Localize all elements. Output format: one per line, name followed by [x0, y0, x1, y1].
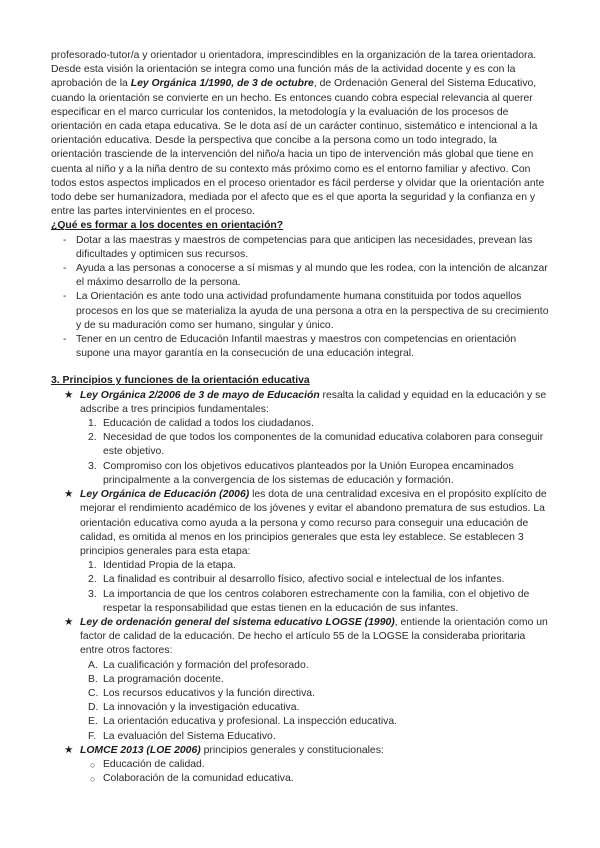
- intro-paragraph: [51, 49, 550, 219]
- list-item: [88, 559, 550, 573]
- list-item-text: La importancia de que los centros colaboren estrechamente con la familia, con el objetivo de respetar la responsabilidad que estas tienen en la educación de sus infantes.: [103, 588, 530, 614]
- star-bullet-icon: ★: [64, 389, 74, 401]
- list-item-text: La evaluación del Sistema Educativo.: [103, 730, 276, 742]
- star-bullet-icon: ★: [64, 744, 74, 756]
- list-item: [88, 715, 550, 729]
- list-item-text: Necesidad de que todos los componentes de la comunidad educativa colaboren para conseguir este objetivo.: [103, 432, 544, 458]
- list-item-text: La cualificación y formación del profesorado.: [103, 659, 309, 671]
- list-item: [88, 701, 550, 715]
- list-item-text: La finalidad es contribuir al desarrollo físico, afectivo social e intelectual de los infantes.: [103, 574, 505, 586]
- list-marker: 1.: [88, 560, 97, 572]
- list-item-text: Compromiso con los objetivos educativos planteados por la Unión Europea encaminados principalmente a la convergencia de los sistemas de educación y formación.: [103, 460, 514, 486]
- principle-text: principios generales y constitucionales:: [200, 744, 384, 756]
- list-item-text: La innovación y la investigación educativa.: [103, 702, 300, 714]
- list-item-text: Colaboración de la comunidad educativa.: [103, 773, 294, 785]
- numbered-list: [51, 559, 550, 616]
- principle-block: [51, 389, 550, 417]
- list-marker: B.: [88, 673, 98, 685]
- intro-text-start: profesorado-tutor/a y orientador u orientadora, imprescindibles en la organización de la tarea orientadora. Desde esta visión la orientación se integra como una función más de la actividad docente y es con la aprobación de la: [51, 50, 537, 90]
- list-item: [88, 460, 550, 488]
- circle-bullet-icon: ○: [90, 759, 96, 770]
- list-marker: C.: [88, 687, 99, 699]
- list-marker: 1.: [88, 418, 97, 430]
- list-item-text: Educación de calidad a todos los ciudadanos.: [103, 418, 314, 430]
- circle-bullet-list: [51, 758, 550, 786]
- principle-text: , entiende la orientación como un factor de calidad de la educación. De hecho el artículo 55 de la LOGSE la consideraba prioritaria entre otros factores:: [80, 616, 548, 657]
- list-marker: 2.: [88, 432, 97, 444]
- list-marker: 3.: [88, 460, 97, 472]
- list-marker: D.: [88, 702, 99, 714]
- question-item: - La Orientación es ante todo una actividad profundamente humana constituida por todos aquellos procesos en los que se materializa la ayuda de una persona a otra en la perspectiva de su crecimiento y de su maduración como ser humano, singular y único.: [76, 290, 550, 333]
- principle-law: Ley Orgánica de Educación (2006): [80, 489, 250, 501]
- list-item-text: La orientación educativa y profesional. La inspección educativa.: [103, 716, 398, 728]
- principle-law: LOMCE 2013 (LOE 2006): [80, 744, 201, 756]
- principle-text: resalta la calidad y equidad en la educación y se adscribe a tres principios fundamentales:: [80, 389, 547, 415]
- star-bullet-icon: ★: [64, 616, 74, 628]
- question-heading: ¿Qué es formar a los docentes en orientación?: [51, 220, 284, 232]
- section-title: 3. Principios y funciones de la orientación educativa: [51, 375, 310, 387]
- question-item: - Tener en un centro de Educación Infantil maestras y maestros con competencias en orientación supone una mayor garantía en la consecución de una educación integral.: [76, 333, 550, 361]
- list-item: [88, 573, 550, 587]
- list-marker: A.: [88, 659, 98, 671]
- list-item: [88, 687, 550, 701]
- numbered-list: [51, 417, 550, 488]
- principle-law: Ley de ordenación general del sistema educativo LOGSE (1990): [80, 616, 395, 628]
- list-item: [88, 659, 550, 673]
- list-marker: 3.: [88, 588, 97, 600]
- list-item: [88, 730, 550, 744]
- principle-law: Ley Orgánica 2/2006 de 3 de mayo de Educación: [80, 389, 320, 401]
- list-item-text: Educación de calidad.: [103, 758, 205, 770]
- list-marker: 2.: [88, 574, 97, 586]
- list-item: [90, 758, 550, 772]
- list-item: [88, 431, 550, 459]
- question-item: - Ayuda a las personas a conocerse a sí mismas y al mundo que les rodea, con la intención de alcanzar el máximo desarrollo de la persona.: [76, 262, 550, 290]
- principle-block: [51, 488, 550, 559]
- list-marker: F.: [88, 730, 97, 742]
- intro-text-end: , de Ordenación General del Sistema Educativo, cuando la orientación se convierte en un hecho. Es entonces cuando cobra especial relevancia al querer especificar en el marco curricular los contenidos, la metodología y la evaluación de los procesos de orientación en cada etapa educativa. Se le dota así de un carácter continuo, sistemático e intencional a la orientación educativa. Desde la perspectiva que concibe a la persona como un todo integrado, la orientación trasciende de la intervención del niño/a hacia un tipo de intervención más global que tiene en cuenta al niño y a la niña dentro de su contexto más próximo como es el entorno familiar y afectivo. Con todos estos aspectos implicados en el proceso orientador es fácil perderse y olvidar que la orientación ante todo debe ser humanizadora, mediada por el afecto que es el que aporta la seguridad y la confianza en y entre las partes intervinientes en el proceso.: [51, 78, 545, 218]
- list-item-text: Identidad Propia de la etapa.: [103, 560, 236, 572]
- lettered-list: [51, 659, 550, 744]
- list-item-text: La programación docente.: [103, 673, 224, 685]
- question-item: - Dotar a las maestras y maestros de competencias para que anticipen las necesidades, prevean las dificultades y optimicen sus recursos.: [76, 234, 550, 262]
- list-item: [90, 772, 550, 786]
- question-list: [51, 234, 550, 362]
- list-item: [88, 417, 550, 431]
- principle-block: [51, 744, 550, 758]
- intro-law-reference: Ley Orgánica 1/1990, de 3 de octubre: [130, 78, 314, 90]
- list-marker: E.: [88, 716, 98, 728]
- principle-block: [51, 616, 550, 659]
- star-bullet-icon: ★: [64, 489, 74, 501]
- list-item: [88, 673, 550, 687]
- circle-bullet-icon: ○: [90, 774, 96, 785]
- list-item-text: Los recursos educativos y la función directiva.: [103, 687, 315, 699]
- list-item: [88, 588, 550, 616]
- principle-text: les dota de una centralidad excesiva en el propósito explícito de mejorar el rendimiento académico de los jóvenes y evitar el abandono prematura de sus estudios. La orientación educativa como ayuda a la persona y como recurso para conseguir una educación de calidad, es omitida al menos en los principios generales que esta ley establece. Se establecen 3 principios generales para esta etapa:: [80, 489, 547, 557]
